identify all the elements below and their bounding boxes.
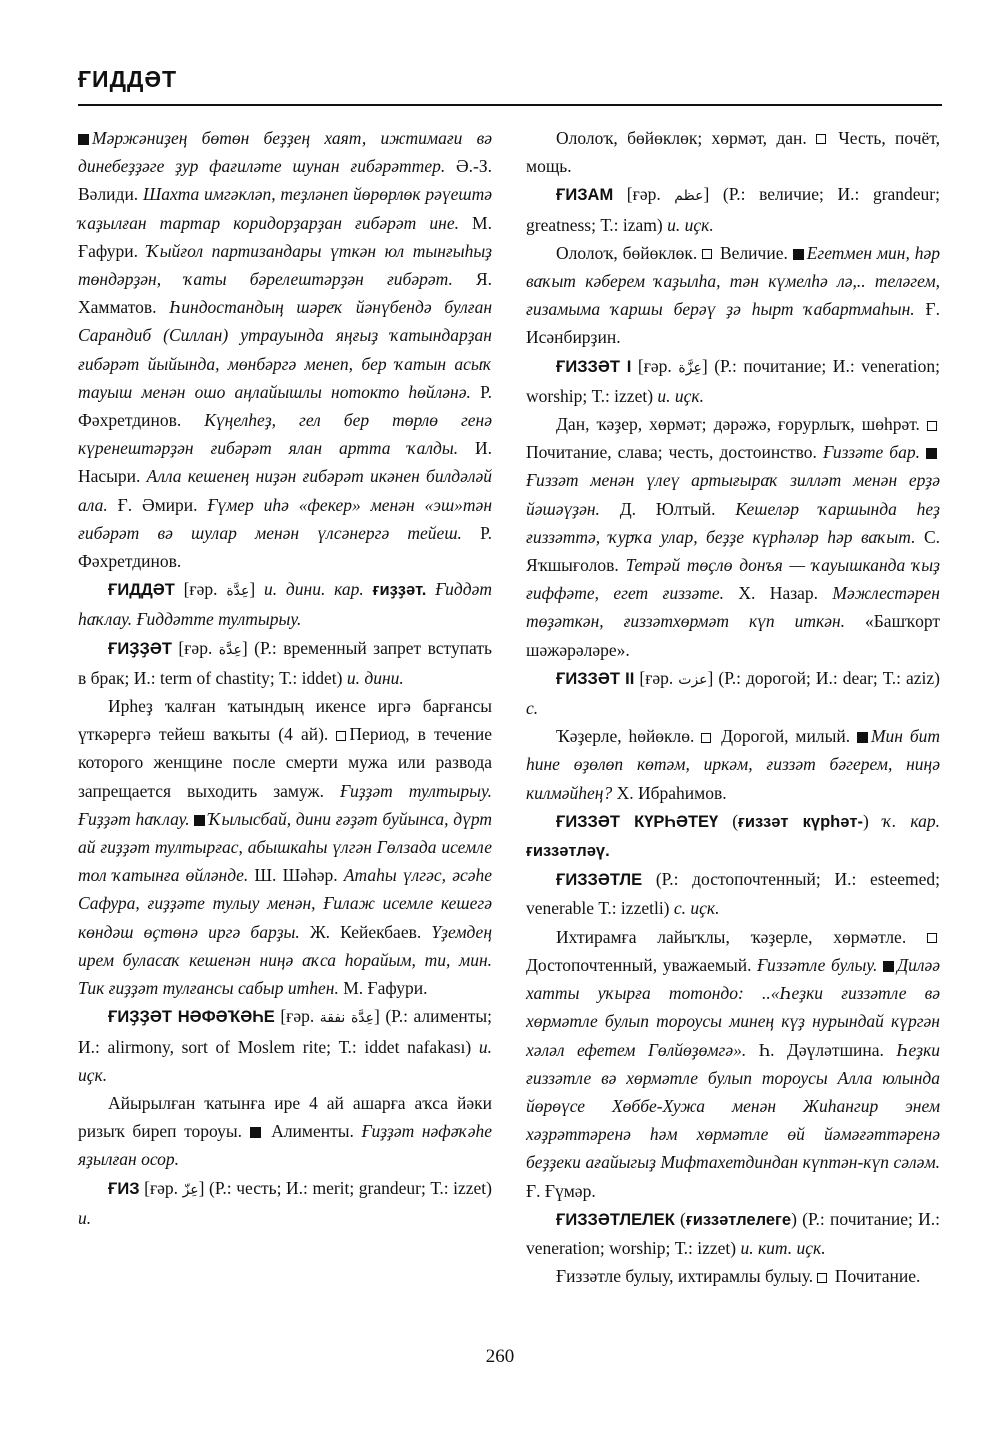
running-head: ҒИДДӘТ <box>78 66 178 92</box>
headword: ҒИЗЗӘТ КҮРҺӘТЕҮ <box>556 812 719 831</box>
entry-gizzat-kurhateu: ҒИЗЗӘТ КҮРҺӘТЕҮ (ғиззәт күрһәт-) ҡ. кар. ғиззәтләү. <box>526 810 940 861</box>
example-marker-icon <box>78 134 89 145</box>
entry-definition: Ҡәҙерле, һөйөклө. Дорогой, милый. Мин бит һине өҙөлөп көтәм, иркәм, ғиззәт бәгерем, ниңә килмәйһең? Х. Ибраһимов. <box>526 726 941 803</box>
left-column <box>78 124 492 1232</box>
entry-definition: Айырылған ҡатынға ире 4 ай ашарға аҡса йәки ризыҡ биреп тороуы. Алименты. Ғиҙҙәт нәфәҡәһе яҙылған осор. <box>78 1092 492 1170</box>
entry-gizzatlelek: ҒИЗЗӘТЛЕЛЕК (ғиззәтлелеге) (Р.: почитание; И.: veneration; worship; Т.: izzet) и. кит. иҫк. <box>526 1208 941 1258</box>
example-marker-icon <box>250 1127 261 1138</box>
translation-marker-icon <box>336 731 346 741</box>
page-number: 260 <box>485 1346 515 1367</box>
entry-gizam: ҒИЗАМ [ғәр. عظم] (Р.: величие; И.: grandeur; greatness; Т.: izam) и. иҫк. <box>526 184 940 235</box>
translation-marker-icon <box>701 733 711 743</box>
entry-definition: Ғиззәтле булыу, ихтирамлы булыу. Почитание. <box>556 1266 921 1287</box>
entry-gizzatle: ҒИЗЗӘТЛЕ (Р.: достопочтенный; И.: esteemed; venerable Т.: izzetli) с. иҫк. <box>526 869 940 919</box>
entry-continuation: Мәржәниҙең бөтөн беҙҙең хаят, ижтимағи вә динебеҙҙәге ҙур фағиләте шунан ғибәрәттер. Ә.-З. Вәлиди. Шахта имгәкләп, теҙләнеп йөрөрлөк рәүештә ҡаҙылған тартар коридорҙарҙан ғибәрәт ине. М. Ғафури. Ҡыйғол партизандары үткән юл тынғыһыҙ төндәрҙән, ҡаты бәрелештәрҙән ғибәрәт. Я. Хамматов. Һиндостандың шәреҡ йәнүбендә булған Сарандиб (Силлан) утрауында яңғыҙ ҡатындарҙан ғибәрәт йыйында, мөнбәргә менеп, бер ҡатын асыҡ тауыш менән ошо аңлайышлы нотокто һөйләнә. Р. Фәхретдинов. Күңелһеҙ, гел бер төрлө генә күренештәрҙән ғибәрәт ялан артта ҡалды. И. Насыри. Алла кешенең ниҙән ғибәрәт икәнен билдәләй ала. Ғ. Әмири. Ғүмер иһә «фекер» менән «эш»тән ғибәрәт вә шулар менән үлсәнергә тейеш. Р. Фәхретдинов. <box>78 128 493 572</box>
headword: ҒИЗЗӘТЛЕЛЕК <box>556 1210 675 1229</box>
translation-marker-icon <box>702 249 712 259</box>
entry-definition: Ололоҡ, бөйөклөк; хөрмәт, дан. Честь, почёт, мощь. <box>526 128 940 177</box>
entry-definition: Ирһеҙ ҡалған ҡатындың икенсе иргә барғансы үткәрергә тейеш ваҡыты (4 ай). Период, в течение которого женщине после смерти мужа или развода запрещается выходить замуж. Ғиҙҙәт тултырыу. Ғиҙҙәт һаҡлау. Ҡылысбай, дини ғәҙәт буйынса, дүрт ай ғиҙҙәт тултырғас, абышкаһы үлгән Гөлзада исемле тол ҡатынға өйләндe. Ш. Шәһәр. Атаһы үлгәс, әсәһе Сафура, ғиҙҙәте тулыу менән, Ғилаж исемле кешегә көндәш өҫтөнә иргә барҙы. Ж. Кейекбаев. Үҙемдең ирем буласаҡ кешенән ниңә аҡса һорайым, ти, мин. Тик ғиҙҙәт тулғансы сабыр итһен. М. Ғафури. <box>78 696 493 999</box>
headword: ҒИЗЗӘТ II <box>556 669 635 688</box>
example-marker-icon <box>793 249 804 260</box>
entry-giz: ҒИЗ [ғәр. عِزّ] (Р.: честь; И.: merit; grandeur; Т.: izzet) и. <box>78 1177 492 1228</box>
translation-marker-icon <box>927 421 937 431</box>
example-marker-icon <box>857 732 868 743</box>
headword: ҒИҘҘӘТ НӘФӘҠӘҺЕ <box>108 1008 275 1027</box>
page-header <box>78 64 942 106</box>
entry-definition: Дан, ҡәҙер, хөрмәт; дәрәжә, ғорурлыҡ, шөһрәт. Почитание, слава; честь, достоинство. Ғиззәте бар. Ғиззәт менән үлеү артығыраҡ зилләт менән ерҙә йәшәүҙән. Д. Юлтый. Кешеләр ҡаршында һеҙ ғиззәттә, ҡурҡа улар, беҙҙе күрһәләр һәр ваҡыт. С. Яҡшығолов. Тетрәй төҫлө донъя — ҡауышканда ҡыҙ ғиффәте, егет ғиззәте. Х. Назар. Мәжлестәрен төҙәткән, ғиззәтхөрмәт күп иткән. «Башҡорт шәжәрәләре». <box>526 414 941 660</box>
headword: ҒИЗАМ <box>556 186 614 205</box>
entry-gizzat-nafakahe: ҒИҘҘӘТ НӘФӘҠӘҺЕ [ғәр. عِدَّة نفقة] (Р.: алименты; И.: alirmony, sort of Moslem rite; Т.: iddet nafakası) и. иҫк. <box>78 1006 492 1085</box>
entry-gizzat: ҒИҘҘӘТ [ғәр. عِدَّة] (Р.: временный запрет вступать в брак; И.: term of chastity; Т.: iddet) и. дини. <box>78 637 493 688</box>
entry-gizzat-2: ҒИЗЗӘТ II [ғәр. عزت] (Р.: дорогой; И.: dear; Т.: aziz) с. <box>526 667 940 719</box>
translation-marker-icon <box>817 1273 827 1283</box>
headword: ҒИҘҘӘТ <box>108 639 172 658</box>
example-marker-icon <box>926 448 937 459</box>
entry-definition: Ихтирамға лайыҡлы, ҡәҙерле, хөрмәтле. Достопочтенный, уважаемый. Ғиззәтле булыу. Диләә хатты уҡырға тотондо: ..«Һеҙки ғиззәтле вә хөрмәтле булып тороусы минең күҙ нурындай күргән хәләл ефетем Гөлйөҙөмгә». Һ. Дәүләтшина. Һеҙки ғиззәтле вә хөрмәтле булып тороусы Алла юлында йөрөүсе Хөббе-Хужа менән Жиһангир энем хәҙрәттәренә һәм хөрмәтле өй йәмәғәттәренә беҙҙеки ағайыгыҙ Мифтахетдиндан күптән-күп сәләм. Ғ. Ғүмәр. <box>526 926 941 1201</box>
entry-gizzat-1: ҒИЗЗӘТ I [ғәр. عِزَّة] (Р.: почитание; И.: veneration; worship; Т.: izzet) и. иҫк. <box>526 355 940 406</box>
example-marker-icon <box>883 961 894 972</box>
translation-marker-icon <box>927 933 937 943</box>
translation-marker-icon <box>816 134 826 144</box>
headword: ҒИЗЗӘТ I <box>556 357 632 376</box>
headword: ҒИЗЗӘТЛЕ <box>556 871 643 890</box>
example-marker-icon <box>194 815 205 826</box>
right-column <box>526 124 940 1290</box>
headword: ҒИДДӘТ <box>108 581 175 600</box>
headword: ҒИЗ <box>108 1179 140 1198</box>
entry-giddat: ҒИДДӘТ [ғәр. عِدَّة] и. дини. кар. ғиҙҙәт. Ғиддәт һаҡлау. Ғиддәтте тултырыу. <box>78 579 493 630</box>
entry-definition: Ололоҡ, бөйөклөк. Величие. Егетмен мин, һәр ваҡыт кәберем ҡаҙылһа, тән күмелһә лә,.. теләгем, ғизамыма ҡаршы берәү ҙә һырт ҡабартмаһын. Ғ. Исәнбирҙин. <box>526 242 940 348</box>
